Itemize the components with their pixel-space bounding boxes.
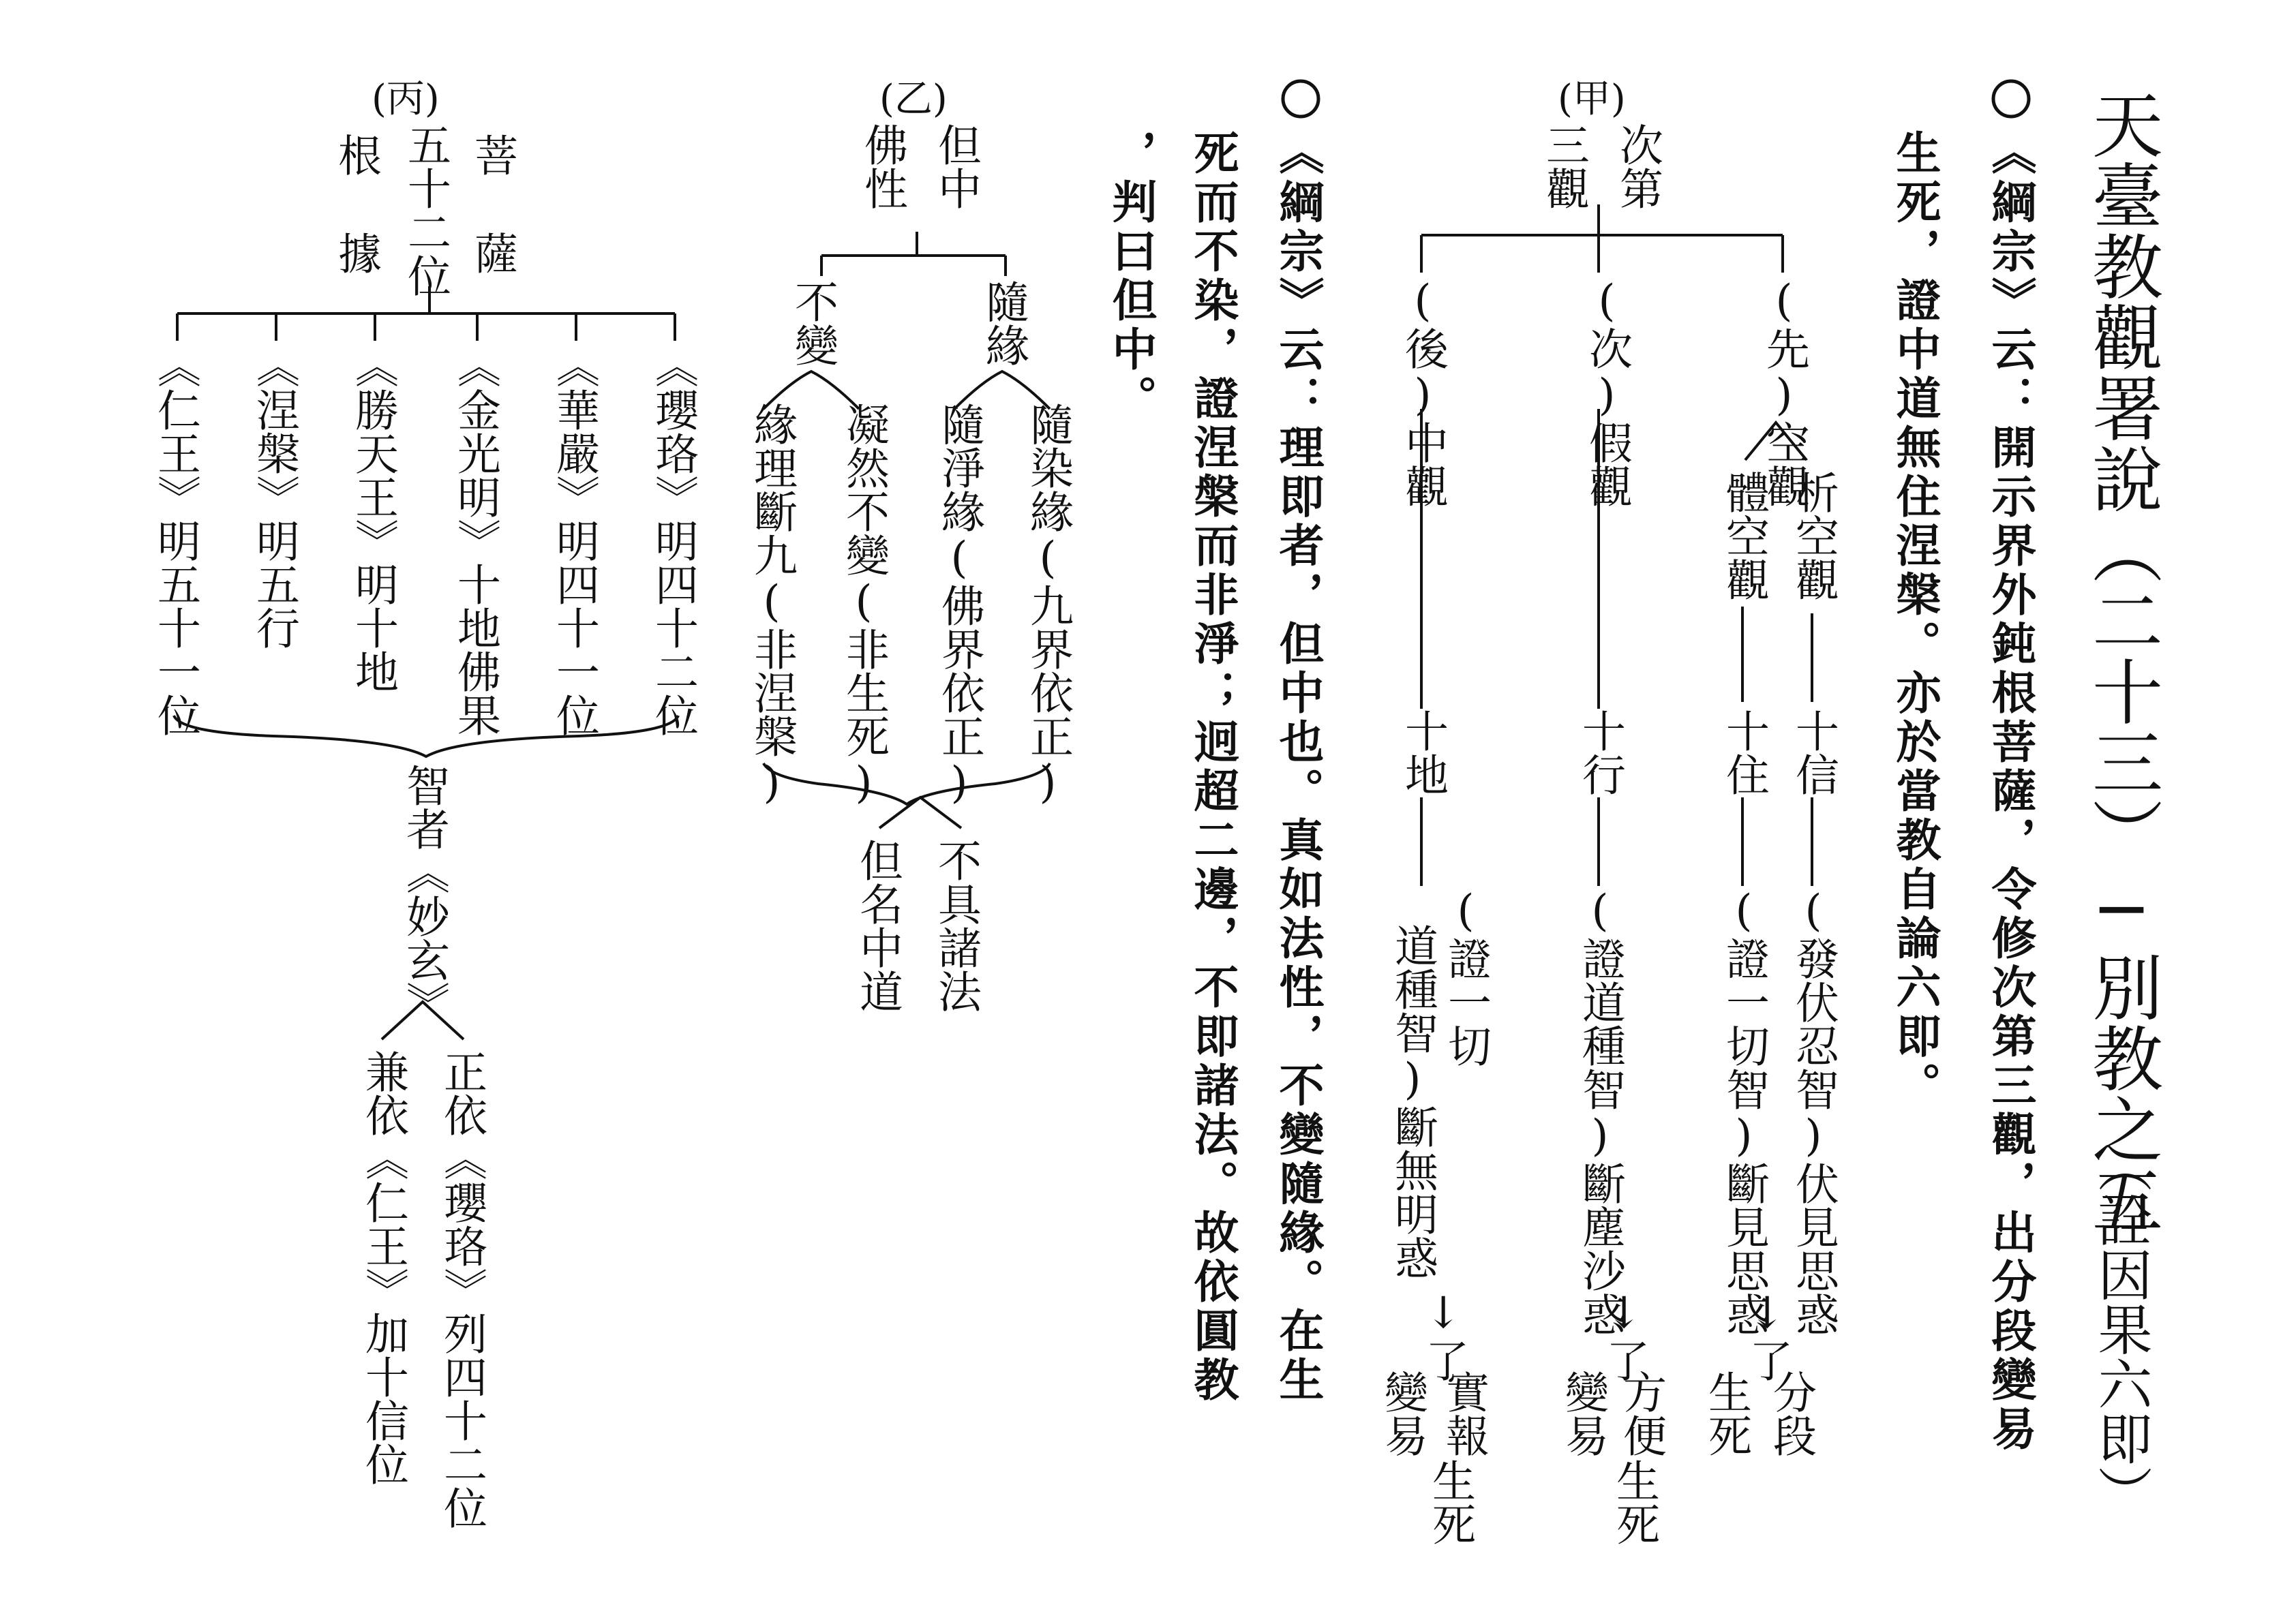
bing-sutra-1: 《瓔珞》明四十二位	[648, 344, 698, 737]
yi-leaf-3: 凝然不變(非生死)	[839, 402, 889, 808]
jia-rank-xing: 十行	[1575, 709, 1625, 796]
jia-result-ci-c: 生死	[1609, 1458, 1659, 1546]
jia-label-right: 三觀	[1539, 123, 1589, 210]
circle-marker-1	[1993, 81, 2029, 117]
circle-marker-2	[1283, 81, 1318, 117]
para2-col1: 《綱宗》云：理即者，但中也。真如法性，不變隨緣。在生	[1271, 129, 1324, 1405]
yi-branch-suiyuan: 隨緣	[978, 279, 1029, 367]
yi-concl-right: 不具諸法	[931, 838, 981, 1013]
bing-sutra-2: 《華嚴》明四十一位	[549, 344, 599, 737]
yi-branch-bubian: 不變	[787, 279, 838, 367]
bing-mark: (丙)	[372, 77, 440, 121]
yi-bottom-brace	[764, 763, 1050, 804]
jia-result-xian-b: 生死	[1701, 1370, 1751, 1457]
para1-col2: 生死，證中道無住涅槃。亦於當教自論六即。	[1888, 129, 1941, 1111]
para1-col1: 《綱宗》云：開示界外鈍根菩薩，令修次第三觀，出分段變易	[1984, 129, 2036, 1454]
jia-head-xian: (先)空觀	[1759, 276, 1809, 508]
jia-result-hou-c: 生死	[1425, 1458, 1475, 1546]
title-main: 天臺教觀署說	[2080, 89, 2163, 514]
jia-fruit-duan: (證一切智)斷見思惑	[1719, 886, 1769, 1336]
jia-rank-di: 十地	[1398, 709, 1448, 796]
bing-bottom-brace	[174, 716, 678, 756]
bing-jian-yi: 兼依《仁王》加十信位	[358, 1050, 408, 1486]
yi-leaf-4: 緣理斷九(非涅槃)	[746, 402, 797, 808]
bing-sutra-6: 《仁王》明五十一位	[150, 344, 200, 737]
jia-result-ci-a: 方便	[1616, 1370, 1666, 1457]
yi-leaf-2: 隨淨緣(佛界依正)	[934, 402, 984, 808]
jia-arrow-1: ↓了	[1742, 1288, 1792, 1382]
bing-sutra-3: 《金光明》十地佛果	[450, 344, 500, 737]
yi-label-b: 佛性	[857, 123, 907, 210]
yi-concl-left: 但名中道	[852, 838, 903, 1013]
bing-zheng-yi: 正依《瓔珞》列四十二位	[436, 1050, 487, 1529]
yi-mark: (乙)	[879, 77, 948, 121]
jia-result-xian-a: 分段	[1766, 1370, 1816, 1457]
jia-mark: (甲)	[1558, 77, 1626, 121]
jia-head-hou: (後)中觀	[1398, 276, 1448, 508]
jia-rank-xin: 十信	[1788, 709, 1839, 796]
bing-zhizhe: 智者《妙玄》	[399, 763, 449, 1025]
title-note: （詮因果六即）	[2089, 1138, 2152, 1520]
jia-fruit-zhong-b: 道種智)斷無明惑	[1387, 923, 1438, 1279]
jia-label-left: 次第	[1612, 123, 1663, 210]
jia-sub-xi: 析空觀	[1788, 470, 1839, 601]
para2-col3: ，判曰但中。	[1104, 129, 1157, 424]
jia-result-hou-a: 實報	[1438, 1370, 1489, 1457]
page-title	[2080, 89, 2163, 1235]
para2-col2: 死而不染，證涅槃而非淨；迥超二邊，不即諸法。故依圓教	[1186, 129, 1239, 1405]
jia-result-ci-b: 變易	[1558, 1370, 1608, 1457]
bing-sutra-5: 《涅槃》明五行	[249, 344, 299, 649]
bing-sutra-4: 《勝天王》明十地	[348, 344, 398, 693]
jia-fruit-chensha: (證道種智)斷塵沙惑	[1575, 886, 1625, 1336]
jia-result-hou-b: 變易	[1377, 1370, 1428, 1457]
bing-label-pusa: 菩薩	[467, 133, 517, 329]
jia-arrow-2: ↓了	[1599, 1288, 1649, 1382]
bing-label-genju: 根據	[331, 133, 381, 329]
jia-head-ci: (次)假觀	[1582, 276, 1632, 508]
jia-arrow-3: ↓了	[1418, 1288, 1468, 1382]
jia-fruit-zhong-a: (證一切	[1440, 886, 1491, 1067]
bing-label-52: 五十二位	[400, 123, 451, 297]
jia-fruit-fu: (發伏忍智)伏見思惑	[1788, 886, 1839, 1336]
jia-rank-zhu: 十住	[1719, 709, 1769, 796]
yi-label-a: 但中	[931, 123, 981, 210]
yi-leaf-1: 隨染緣(九界依正)	[1023, 402, 1073, 808]
title-sub: （二十三）─別教之五	[2080, 514, 2163, 1235]
jia-sub-ti: 體空觀	[1719, 470, 1769, 601]
